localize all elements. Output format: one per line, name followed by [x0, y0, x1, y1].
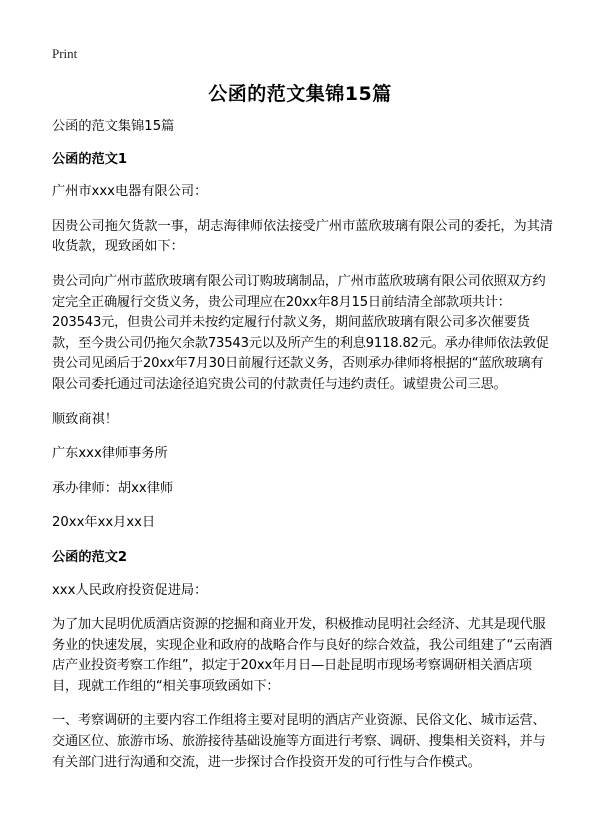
- section-1-date: 20xx年xx月xx日: [52, 515, 156, 531]
- section-1-recipient: 广州市xxx电器有限公司：: [52, 184, 208, 200]
- section-1-intro: 因贵公司拖欠货款一事，胡志海律师依法接受广州市蓝欣玻璃有限公司的委托，为其清收货款，现致函如下：: [52, 218, 554, 255]
- section-2-intro: 为了加大昆明优质酒店资源的挖掘和商业开发，积极推动昆明社会经济、尤其是现代服务业的快速发展，实现企业和政府的战略合作与良好的综合效益，我公司组建了“云南酒店产业投资考察工作组”，拟定于20xx年月日—日赴昆明市现场考察调研相关酒店项目，现就工作组的“相关事项致函如下：: [52, 617, 553, 694]
- document-subtitle: 公函的范文集锦15篇: [52, 119, 175, 134]
- section-1-closing: 顺致商祺！: [52, 411, 118, 427]
- document-body: [52, 117, 554, 787]
- document-title: 公函的范文集锦15篇: [208, 83, 392, 105]
- section-1-heading: 公函的范文1: [52, 151, 128, 167]
- section-1-sender-lawyer: 承办律师：胡xx律师: [52, 480, 174, 496]
- section-2-recipient: xxx人民政府投资促进局：: [52, 582, 208, 598]
- section-2-item-1: 一、考察调研的主要内容工作组将主要对昆明的酒店产业资源、民俗文化、城市运营、交通区位、旅游市场、旅游接待基础设施等方面进行考察、调研、搜集相关资料，并与有关部门进行沟通和交流，进一步探讨合作投资开发的可行性与合作模式。: [52, 713, 546, 770]
- section-2-heading: 公函的范文2: [52, 549, 128, 565]
- print-link[interactable]: Print: [52, 46, 78, 61]
- section-1-body: 贵公司向广州市蓝欣玻璃有限公司订购玻璃制品，广州市蓝欣玻璃有限公司依照双方约定完全正确履行交货义务，贵公司理应在20xx年8月15日前结清全部款项共计：203543元，但贵公司并未按约定履行付款义务，期间蓝欣玻璃有限公司多次催要货款，至今贵公司仍拖欠余款73543元以及所产生的利息9118.82元。承办律师依法敦促贵公司见函后于20xx年7月30日前履行还款义务，否则承办律师将根据的“蓝欣玻璃有限公司委托通过司法途径追究贵公司的付款责任与违约责任。诚望贵公司三思。: [52, 273, 549, 392]
- section-1-sender-firm: 广东xxx律师事务所: [52, 446, 168, 462]
